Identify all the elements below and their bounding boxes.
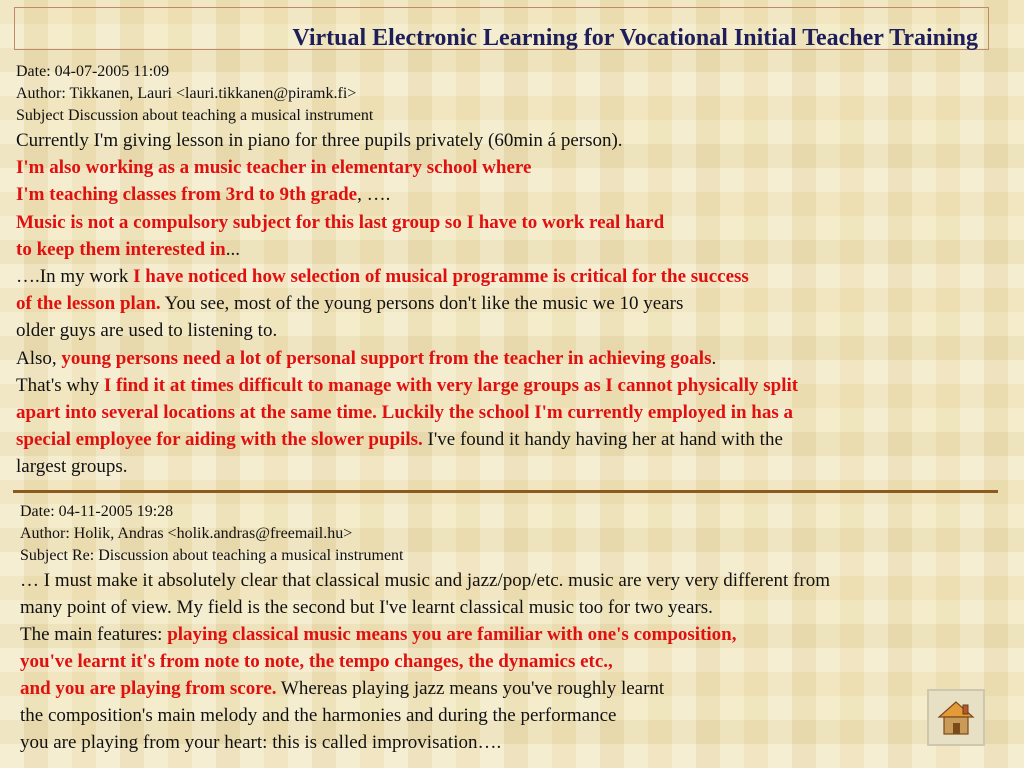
post-line: you are playing from your heart: this is called improvisation…. <box>20 732 502 753</box>
post-line-highlight: Music is not a compulsory subject for this last group so I have to work real hard <box>16 211 665 233</box>
post-line-highlight: apart into several locations at the same time. Luckily the school I'm currently employed in has a <box>16 402 794 424</box>
page-title: Virtual Electronic Learning for Vocational Initial Teacher Training <box>292 25 978 51</box>
plain-text: You see, most of the young persons don't like the music we 10 years <box>160 293 684 315</box>
plain-text: That's why <box>16 374 104 396</box>
post-line <box>16 372 1006 399</box>
post-line: largest groups. <box>16 456 128 478</box>
post-line-highlight: you've learnt it's from note to note, the tempo changes, the dynamics etc., <box>20 651 613 672</box>
post-line: the composition's main melody and the harmonies and during the performance <box>20 705 617 726</box>
highlight-text: young persons need a lot of personal support from the teacher in achieving goals <box>61 347 712 369</box>
post-line <box>20 675 1010 702</box>
title-box <box>14 7 989 50</box>
forum-post-2 <box>20 501 1010 756</box>
post-line-highlight: I'm also working as a music teacher in elementary school where <box>16 157 532 179</box>
post-subject: Subject Re: Discussion about teaching a musical instrument <box>20 547 404 564</box>
plain-text: Whereas playing jazz means you've roughly learnt <box>276 678 665 699</box>
plain-text: Also, <box>16 347 62 369</box>
highlight-text: of the lesson plan. <box>16 293 161 315</box>
post-body <box>20 567 1010 756</box>
post-author: Author: Tikkanen, Lauri <lauri.tikkanen@piramk.fi> <box>16 85 357 102</box>
post-line <box>16 426 1006 453</box>
post-author: Author: Holik, Andras <holik.andras@freemail.hu> <box>20 525 353 542</box>
plain-text: ….In my work <box>16 266 134 288</box>
plain-text: I've found it handy having her at hand with the <box>422 429 783 451</box>
post-divider <box>13 490 998 493</box>
post-body <box>16 127 1006 481</box>
post-line <box>16 290 1006 317</box>
highlight-text: to keep them interested in <box>16 238 226 260</box>
post-line: … I must make it absolutely clear that classical music and jazz/pop/etc. music are very very different from <box>20 570 831 591</box>
plain-text: , …. <box>357 184 391 206</box>
highlight-text: I have noticed how selection of musical programme is critical for the success <box>133 266 749 288</box>
post-line <box>16 181 1006 208</box>
post-line <box>16 263 1006 290</box>
plain-text: The main features: <box>20 624 168 645</box>
post-line: many point of view. My field is the second but I've learnt classical music too for two years. <box>20 597 713 618</box>
post-line: older guys are used to listening to. <box>16 320 278 342</box>
post-date: Date: 04-11-2005 19:28 <box>20 503 174 520</box>
post-subject: Subject Discussion about teaching a musical instrument <box>16 107 374 124</box>
highlight-text: playing classical music means you are familiar with one's composition, <box>167 624 737 645</box>
highlight-text: special employee for aiding with the slower pupils. <box>16 429 423 451</box>
forum-post-1 <box>16 61 1006 481</box>
post-line <box>20 621 1010 648</box>
post-date: Date: 04-07-2005 11:09 <box>16 63 170 80</box>
post-line: Currently I'm giving lesson in piano for three pupils privately (60min á person). <box>16 130 623 151</box>
post-line <box>16 236 1006 263</box>
highlight-text: I find it at times difficult to manage with very large groups as I cannot physically split <box>103 374 799 396</box>
home-button[interactable] <box>927 689 985 746</box>
home-icon <box>936 699 976 737</box>
highlight-text: I'm teaching classes from 3rd to 9th grade <box>16 184 358 206</box>
plain-text: . <box>711 347 717 369</box>
highlight-text: and you are playing from score. <box>20 678 277 699</box>
plain-text: ... <box>225 238 240 260</box>
post-line <box>16 345 1006 372</box>
